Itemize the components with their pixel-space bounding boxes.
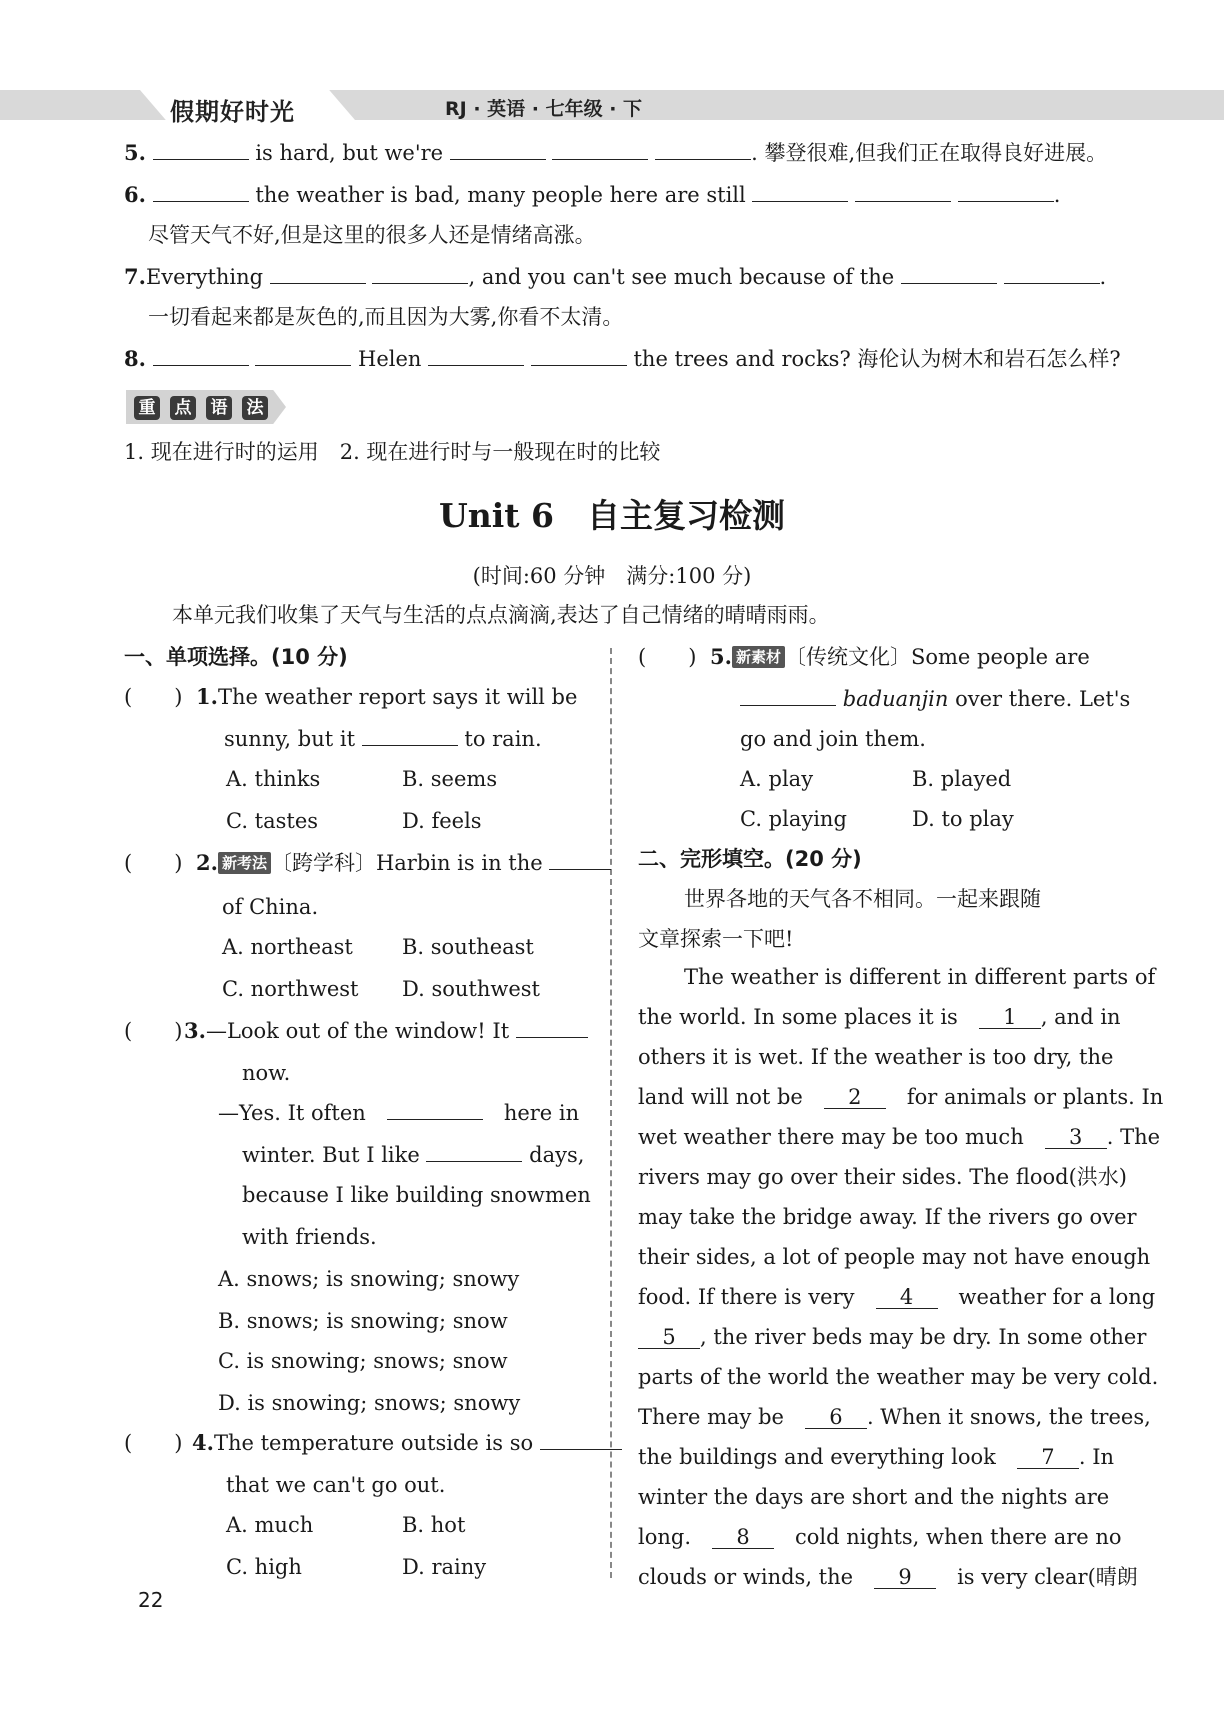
grammar-chip: 重 — [134, 396, 160, 420]
q3-line6: with friends. — [242, 1225, 377, 1249]
q4-option-d: D. rainy — [402, 1555, 487, 1579]
q3-line5: because I like building snowmen — [242, 1183, 591, 1207]
cloze-blank-7: 7 — [1017, 1446, 1079, 1469]
book-title: 假期好时光 — [170, 98, 295, 126]
blank — [153, 181, 249, 202]
passage-line: may take the bridge away. If the rivers go over — [638, 1205, 1137, 1229]
test-time: (时间:60 分钟 满分:100 分) — [472, 564, 752, 588]
q5-line2: baduanjin over there. Let's — [740, 684, 1130, 714]
q2-option-a: A. northeast — [222, 935, 353, 959]
q1-line2: sunny, but it to rain. — [224, 727, 542, 751]
unit-title: Unit 6 自主复习检测 — [438, 496, 785, 535]
q3-option-a: A. snows; is snowing; snowy — [218, 1267, 520, 1291]
blank — [372, 263, 468, 284]
q4-line2: that we can't go out. — [226, 1473, 446, 1497]
cloze-blank-3: 3 — [1045, 1126, 1107, 1149]
answer-paren: ( ) — [638, 645, 697, 669]
passage-line: the buildings and everything look 7 . In — [638, 1445, 1115, 1469]
blank — [387, 1099, 483, 1120]
q1-option-c: C. tastes — [226, 809, 319, 833]
blank — [362, 725, 458, 746]
q3-line4: winter. But I like days, — [242, 1143, 585, 1167]
blank — [153, 139, 249, 160]
cloze-blank-8: 8 — [712, 1526, 774, 1549]
answer-paren: ( ) — [124, 1431, 183, 1455]
passage-line: their sides, a lot of people may not have enough — [638, 1245, 1151, 1269]
q5-option-a: A. play — [740, 767, 814, 791]
blank — [450, 139, 546, 160]
passage-line: the world. In some places it is 1 , and in — [638, 1005, 1121, 1029]
q5-option-c: C. playing — [740, 807, 847, 831]
q4-line1: 4.The temperature outside is so — [192, 1428, 622, 1458]
answer-paren: ( ) — [124, 685, 183, 709]
blank — [428, 345, 524, 366]
new-material-badge: 新素材 — [732, 646, 785, 668]
q3-line2: now. — [242, 1061, 291, 1085]
q1-option-b: B. seems — [402, 767, 498, 791]
unit-intro: 本单元我们收集了天气与生活的点点滴滴,表达了自己情绪的晴晴雨雨。 — [172, 603, 830, 627]
q3-line1: 3.—Look out of the window! It — [184, 1016, 588, 1046]
passage-line: 5 , the river beds may be dry. In some other — [638, 1322, 1146, 1352]
q3-option-b: B. snows; is snowing; snow — [218, 1309, 508, 1333]
q1-option-a: A. thinks — [226, 767, 321, 791]
page-number: 22 — [138, 1588, 164, 1612]
passage-line: others it is wet. If the weather is too dry, the — [638, 1045, 1114, 1069]
item-5: 5. is hard, but we're . 攀登很难,但我们正在取得良好进展。 — [124, 140, 1108, 165]
blank — [531, 345, 627, 366]
q4-option-c: C. high — [226, 1555, 302, 1579]
cloze-blank-2: 2 — [824, 1086, 886, 1109]
passage-line: land will not be 2 for animals or plants. In — [638, 1085, 1164, 1109]
answer-paren: ( ) — [124, 851, 183, 875]
blank — [655, 139, 751, 160]
passage-line: There may be 6 . When it snows, the trees, — [638, 1405, 1151, 1429]
blank — [552, 139, 648, 160]
grammar-chip: 法 — [242, 396, 268, 420]
passage-line: long. 8 cold nights, when there are no — [638, 1525, 1122, 1549]
item-6-translation: 尽管天气不好,但是这里的很多人还是情绪高涨。 — [148, 223, 596, 247]
blank — [516, 1017, 588, 1038]
q3-line3: —Yes. It often here in — [218, 1101, 580, 1125]
book-subtitle: RJ · 英语 · 七年级 · 下 — [445, 98, 643, 120]
q5-line1: 5. 新素材 〔传统文化〕Some people are — [710, 644, 1090, 669]
answer-paren: ( ) — [124, 1019, 183, 1043]
item-7-translation: 一切看起来都是灰色的,而且因为大雾,你看不太清。 — [148, 305, 624, 329]
blank — [270, 263, 366, 284]
blank — [740, 685, 836, 706]
q1-option-d: D. feels — [402, 809, 482, 833]
passage-line: The weather is different in different parts of — [684, 965, 1156, 989]
passage-line: wet weather there may be too much 3 . The — [638, 1125, 1161, 1149]
q2-option-d: D. southwest — [402, 977, 540, 1001]
blank — [958, 181, 1054, 202]
passage-line: winter the days are short and the nights are — [638, 1485, 1110, 1509]
new-method-badge: 新考法 — [218, 852, 271, 874]
blank — [540, 1429, 622, 1450]
passage-line: food. If there is very 4 weather for a long — [638, 1285, 1156, 1309]
item-8: 8. Helen the trees and rocks? 海伦认为树木和岩石怎么样? — [124, 346, 1121, 371]
section2-intro: 世界各地的天气各不相同。一起来跟随 — [684, 887, 1041, 911]
section2-intro: 文章探索一下吧! — [638, 927, 794, 951]
section2-title: 二、完形填空。(20 分) — [638, 847, 862, 871]
q4-option-b: B. hot — [402, 1513, 466, 1537]
q5-option-b: B. played — [912, 767, 1012, 791]
passage-line: rivers may go over their sides. The flood(洪水) — [638, 1165, 1127, 1189]
passage-line: parts of the world the weather may be very cold. — [638, 1365, 1159, 1389]
cloze-blank-1: 1 — [979, 1006, 1041, 1029]
blank — [752, 181, 848, 202]
grammar-points: 1. 现在进行时的运用 2. 现在进行时与一般现在时的比较 — [124, 440, 661, 464]
cloze-blank-6: 6 — [805, 1406, 867, 1429]
blank — [426, 1141, 522, 1162]
item-6: 6. the weather is bad, many people here are still . — [124, 182, 1061, 207]
cloze-blank-5: 5 — [638, 1326, 700, 1349]
grammar-chip: 点 — [170, 396, 196, 420]
q2-line2: of China. — [222, 895, 319, 919]
blank — [153, 345, 249, 366]
blank — [549, 849, 611, 870]
grammar-chip: 语 — [206, 396, 232, 420]
q2-line1: 2. 新考法 〔跨学科〕Harbin is in the — [196, 848, 611, 878]
blank — [855, 181, 951, 202]
q5-line3: go and join them. — [740, 727, 926, 751]
q2-option-c: C. northwest — [222, 977, 359, 1001]
cloze-blank-4: 4 — [876, 1286, 938, 1309]
q3-option-d: D. is snowing; snows; snowy — [218, 1391, 521, 1415]
q2-option-b: B. southeast — [402, 935, 534, 959]
item-7: 7.Everything , and you can't see much because of the . — [124, 264, 1107, 289]
blank — [901, 263, 997, 284]
cloze-blank-9: 9 — [874, 1566, 936, 1589]
section1-title: 一、单项选择。(10 分) — [124, 645, 348, 669]
passage-line: clouds or winds, the 9 is very clear(晴朗 — [638, 1565, 1138, 1589]
q1-line1: 1.The weather report says it will be — [196, 684, 578, 709]
q4-option-a: A. much — [226, 1513, 314, 1537]
blank — [255, 345, 351, 366]
q3-option-c: C. is snowing; snows; snow — [218, 1349, 508, 1373]
blank — [1004, 263, 1100, 284]
q5-option-d: D. to play — [912, 807, 1014, 831]
